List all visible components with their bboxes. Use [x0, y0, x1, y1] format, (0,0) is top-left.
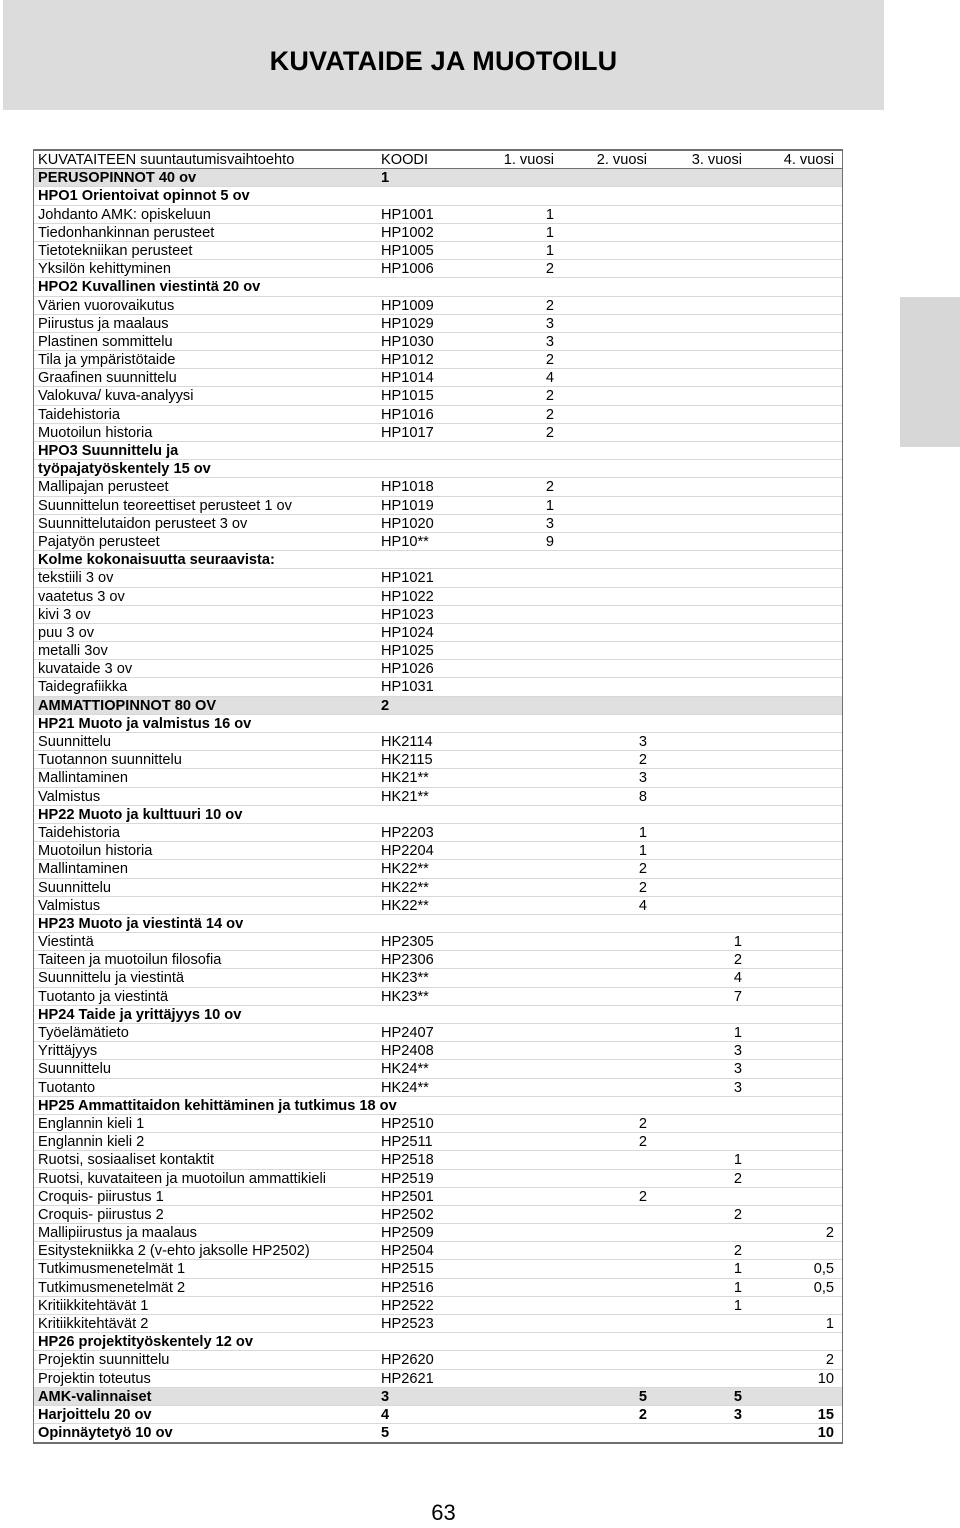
course-name: Harjoittelu 20 ov — [38, 1406, 152, 1423]
course-name: kivi 3 ov — [38, 606, 91, 623]
course-code: HP1031 — [381, 679, 434, 696]
credits-year-1: 2 — [545, 297, 554, 314]
course-code: HP2518 — [381, 1152, 434, 1169]
table-row — [34, 315, 842, 333]
credits-year-4: 2 — [825, 1352, 834, 1369]
course-code: HP1016 — [381, 406, 434, 423]
course-name: AMMATTIOPINNOT 80 OV — [38, 697, 217, 714]
table-row — [34, 1024, 842, 1042]
course-name: Tiedonhankinnan perusteet — [38, 224, 215, 241]
course-code: HK2115 — [381, 752, 433, 769]
course-name: Tuotannon suunnittelu — [38, 752, 182, 769]
table-row — [34, 860, 842, 878]
course-code: HK22** — [381, 879, 429, 896]
section-row — [34, 1424, 842, 1442]
table-row — [34, 569, 842, 587]
course-name: Mallipajan perusteet — [38, 479, 169, 496]
course-name: Croquis- piirustus 1 — [38, 1188, 164, 1205]
table-row — [34, 478, 842, 496]
credits-year-1: 1 — [545, 497, 554, 514]
course-name: Mallipiirustus ja maalaus — [38, 1225, 197, 1242]
section-row — [34, 1406, 842, 1424]
table-row — [34, 1079, 842, 1097]
course-name: kuvataide 3 ov — [38, 661, 133, 678]
credits-year-1: 2 — [545, 388, 554, 405]
course-name: metalli 3ov — [38, 643, 108, 660]
credits-year-4: 1 — [825, 1316, 834, 1332]
course-name: Esitystekniikka 2 (v-ehto jaksolle HP2502) — [38, 1243, 310, 1260]
credits-year-3: 5 — [733, 1388, 742, 1405]
credits-year-1: 2 — [545, 424, 554, 441]
table-row — [34, 988, 842, 1006]
course-name: Tila ja ympäristötaide — [38, 352, 176, 369]
header-track: KUVATAITEEN suuntautumisvaihtoehto — [38, 152, 295, 168]
table-row — [34, 1351, 842, 1369]
credits-year-4: 0,5 — [813, 1261, 834, 1278]
credits-year-3: 3 — [733, 1406, 742, 1423]
table-row — [34, 769, 842, 787]
course-code: HP1029 — [381, 315, 434, 332]
section-row — [34, 278, 842, 296]
course-name: HPO2 Kuvallinen viestintä 20 ov — [38, 279, 261, 296]
course-code: HK23** — [381, 970, 429, 987]
credits-year-3: 2 — [733, 952, 742, 969]
table-row — [34, 351, 842, 369]
course-code: 2 — [381, 697, 390, 714]
credits-year-3: 1 — [733, 1152, 742, 1169]
course-name: HP22 Muoto ja kulttuuri 10 ov — [38, 806, 243, 823]
course-name: Suunnittelu — [38, 734, 112, 750]
table-row — [34, 933, 842, 951]
course-name: Englannin kieli 2 — [38, 1134, 145, 1151]
course-name: Tietotekniikan perusteet — [38, 242, 193, 259]
credits-year-1: 2 — [545, 406, 554, 423]
course-name: Ruotsi, sosiaaliset kontaktit — [38, 1152, 215, 1169]
credits-year-2: 2 — [638, 879, 647, 896]
course-name: HP24 Taide ja yrittäjyys 10 ov — [38, 1006, 242, 1023]
course-code: HP1020 — [381, 515, 434, 532]
table-row — [34, 624, 842, 642]
table-row — [34, 751, 842, 769]
course-code: HP1019 — [381, 497, 434, 514]
table-row — [34, 951, 842, 969]
section-row — [34, 1097, 842, 1115]
credits-year-1: 1 — [545, 242, 554, 259]
credits-year-3: 3 — [733, 1061, 742, 1078]
course-code: HP1030 — [381, 333, 434, 350]
course-code: HP2516 — [381, 1279, 434, 1296]
course-code: HP1014 — [381, 370, 434, 387]
section-row — [34, 551, 842, 569]
course-name: Tuotanto — [38, 1079, 96, 1096]
credits-year-4: 10 — [817, 1425, 834, 1442]
course-name: Valokuva/ kuva-analyysi — [38, 388, 194, 405]
course-code: HP1018 — [381, 479, 434, 496]
credits-year-3: 2 — [733, 1206, 742, 1223]
course-name: Taiteen ja muotoilun filosofia — [38, 952, 222, 969]
course-name: Suunnittelutaidon perusteet 3 ov — [38, 515, 248, 532]
credits-year-3: 3 — [733, 1043, 742, 1060]
credits-year-2: 2 — [638, 1188, 647, 1205]
course-name: Ruotsi, kuvataiteen ja muotoilun ammattikieli — [38, 1170, 326, 1187]
course-code: HP1024 — [381, 624, 434, 641]
credits-year-1: 1 — [545, 206, 554, 223]
table-row — [34, 842, 842, 860]
course-name: Muotoilun historia — [38, 424, 153, 441]
course-name: Suunnittelu ja viestintä — [38, 970, 185, 987]
credits-year-1: 3 — [545, 515, 554, 532]
credits-year-2: 2 — [638, 861, 647, 878]
credits-year-3: 7 — [733, 988, 742, 1005]
table-row — [34, 533, 842, 551]
table-row — [34, 1170, 842, 1188]
table-row — [34, 606, 842, 624]
credits-year-1: 9 — [545, 533, 554, 550]
course-code: HP1005 — [381, 242, 434, 259]
table-row — [34, 588, 842, 606]
credits-year-1: 2 — [545, 261, 554, 278]
course-code: HK21** — [381, 770, 429, 787]
credits-year-4: 15 — [817, 1406, 834, 1423]
course-name: Mallintaminen — [38, 770, 129, 787]
course-code: HP2620 — [381, 1352, 434, 1369]
course-code: HP2522 — [381, 1297, 434, 1314]
course-name: Kritiikkitehtävät 1 — [38, 1297, 149, 1314]
table-row — [34, 1042, 842, 1060]
credits-year-1: 4 — [545, 370, 554, 387]
course-code: HP1023 — [381, 606, 434, 623]
course-code: HP1009 — [381, 297, 434, 314]
section-row — [34, 442, 842, 460]
course-code: HK22** — [381, 861, 429, 878]
table-header-row — [34, 151, 842, 169]
section-row — [34, 806, 842, 824]
course-code: HP2501 — [381, 1188, 434, 1205]
course-code: HP2519 — [381, 1170, 434, 1187]
table-row — [34, 1315, 842, 1333]
course-code: 1 — [381, 170, 390, 187]
course-name: HP25 Ammattitaidon kehittäminen ja tutkimus 18 ov — [38, 1097, 397, 1114]
course-name: Piirustus ja maalaus — [38, 315, 169, 332]
header-year-1: 1. vuosi — [503, 152, 554, 168]
course-code: HP2306 — [381, 952, 434, 969]
course-name: Projektin suunnittelu — [38, 1352, 170, 1369]
credits-year-2: 3 — [638, 770, 647, 787]
table-row — [34, 1224, 842, 1242]
course-name: puu 3 ov — [38, 624, 94, 641]
course-code: HK24** — [381, 1079, 429, 1096]
course-code: HK2114 — [381, 734, 433, 750]
course-code: HP2509 — [381, 1225, 434, 1242]
course-name: Valmistus — [38, 788, 101, 805]
course-name: työpajatyöskentely 15 ov — [38, 461, 211, 478]
table-row — [34, 897, 842, 915]
table-row — [34, 788, 842, 806]
course-name: Mallintaminen — [38, 861, 129, 878]
credits-year-2: 3 — [638, 734, 647, 750]
course-name: Tutkimusmenetelmät 1 — [38, 1261, 186, 1278]
course-code: HP2515 — [381, 1261, 434, 1278]
page-title: KUVATAIDE JA MUOTOILU — [269, 46, 618, 76]
table-row — [34, 1060, 842, 1078]
table-row — [34, 387, 842, 405]
credits-year-2: 1 — [638, 824, 647, 841]
course-name: Opinnäytetyö 10 ov — [38, 1425, 173, 1442]
table-row — [34, 424, 842, 442]
course-code: HP2305 — [381, 934, 434, 951]
course-name: HP26 projektityöskentely 12 ov — [38, 1334, 253, 1351]
course-name: Plastinen sommittelu — [38, 333, 173, 350]
table-row — [34, 406, 842, 424]
course-name: Viestintä — [38, 934, 94, 951]
table-row — [34, 1151, 842, 1169]
credits-year-2: 2 — [638, 1134, 647, 1151]
course-code: HP1025 — [381, 643, 434, 660]
credits-year-1: 1 — [545, 224, 554, 241]
course-code: HK21** — [381, 788, 429, 805]
credits-year-2: 2 — [638, 1406, 647, 1423]
credits-year-3: 3 — [733, 1079, 742, 1096]
curriculum-table — [33, 149, 843, 1444]
credits-year-3: 1 — [733, 1297, 742, 1314]
course-code: HP10** — [381, 533, 429, 550]
course-name: vaatetus 3 ov — [38, 588, 125, 605]
course-name: Tutkimusmenetelmät 2 — [38, 1279, 186, 1296]
table-row — [34, 678, 842, 696]
section-row — [34, 715, 842, 733]
course-name: tekstiili 3 ov — [38, 570, 114, 587]
table-row — [34, 879, 842, 897]
credits-year-2: 4 — [638, 897, 647, 914]
course-name: Johdanto AMK: opiskeluun — [38, 206, 211, 223]
table-row — [34, 969, 842, 987]
side-tab-marker — [900, 297, 960, 447]
course-name: HP23 Muoto ja viestintä 14 ov — [38, 915, 244, 932]
course-code: HP1015 — [381, 388, 434, 405]
header-year-2: 2. vuosi — [596, 152, 647, 168]
course-name: Suunnittelu — [38, 879, 112, 896]
table-row — [34, 260, 842, 278]
table-row — [34, 1279, 842, 1297]
credits-year-3: 1 — [733, 1025, 742, 1041]
section-row — [34, 697, 842, 715]
course-name: Taidehistoria — [38, 406, 120, 423]
table-row — [34, 206, 842, 224]
table-row — [34, 297, 842, 315]
section-row — [34, 460, 842, 478]
table-row — [34, 1370, 842, 1388]
course-name: HPO3 Suunnittelu ja — [38, 443, 179, 459]
section-row — [34, 1333, 842, 1351]
course-name: PERUSOPINNOT 40 ov — [38, 170, 197, 187]
course-code: HP1026 — [381, 661, 434, 678]
section-row — [34, 1388, 842, 1406]
course-code: HP1021 — [381, 570, 434, 587]
course-code: HP2502 — [381, 1206, 434, 1223]
credits-year-1: 2 — [545, 479, 554, 496]
credits-year-1: 3 — [545, 315, 554, 332]
course-name: Pajatyön perusteet — [38, 533, 160, 550]
table-row — [34, 824, 842, 842]
course-code: HP2204 — [381, 843, 434, 860]
table-body — [34, 169, 842, 1442]
course-name: Englannin kieli 1 — [38, 1115, 145, 1132]
credits-year-4: 2 — [825, 1225, 834, 1242]
table-row — [34, 369, 842, 387]
credits-year-3: 2 — [733, 1243, 742, 1260]
course-code: 5 — [381, 1425, 390, 1442]
course-code: HP2510 — [381, 1115, 434, 1132]
credits-year-2: 5 — [638, 1388, 647, 1405]
header-year-3: 3. vuosi — [691, 152, 742, 168]
course-name: Croquis- piirustus 2 — [38, 1206, 164, 1223]
table-row — [34, 1242, 842, 1260]
course-code: HP2408 — [381, 1043, 434, 1060]
header-code: KOODI — [381, 152, 429, 168]
course-code: HP2203 — [381, 824, 434, 841]
table-row — [34, 1115, 842, 1133]
section-row — [34, 1006, 842, 1024]
section-row — [34, 915, 842, 933]
course-code: HK24** — [381, 1061, 429, 1078]
table-row — [34, 1297, 842, 1315]
credits-year-2: 1 — [638, 843, 647, 860]
table-row — [34, 660, 842, 678]
course-name: Työelämätieto — [38, 1025, 129, 1041]
credits-year-1: 2 — [545, 352, 554, 369]
course-code: HP1012 — [381, 352, 434, 369]
course-name: Yksilön kehittyminen — [38, 261, 172, 278]
course-name: Taidehistoria — [38, 824, 120, 841]
course-name: Tuotanto ja viestintä — [38, 988, 169, 1005]
course-code: HK23** — [381, 988, 429, 1005]
table-row — [34, 497, 842, 515]
course-code: HP1022 — [381, 588, 434, 605]
course-name: Kolme kokonaisuutta seuraavista: — [38, 552, 275, 569]
credits-year-3: 1 — [733, 1261, 742, 1278]
course-code: HP2511 — [381, 1134, 433, 1151]
course-name: Suunnittelun teoreettiset perusteet 1 ov — [38, 497, 292, 514]
table-row — [34, 642, 842, 660]
credits-year-1: 3 — [545, 333, 554, 350]
section-row — [34, 169, 842, 187]
credits-year-3: 1 — [733, 934, 742, 951]
course-code: HP1006 — [381, 261, 434, 278]
course-code: HP2621 — [381, 1370, 434, 1387]
credits-year-2: 2 — [638, 1115, 647, 1132]
table-row — [34, 1188, 842, 1206]
credits-year-3: 4 — [733, 970, 742, 987]
course-name: HPO1 Orientoivat opinnot 5 ov — [38, 188, 250, 205]
course-code: HP2504 — [381, 1243, 434, 1260]
course-code: HP1017 — [381, 424, 434, 441]
table-row — [34, 333, 842, 351]
course-name: Valmistus — [38, 897, 101, 914]
course-name: Suunnittelu — [38, 1061, 112, 1078]
course-name: Graafinen suunnittelu — [38, 370, 177, 387]
header-year-4: 4. vuosi — [783, 152, 834, 168]
table-row — [34, 242, 842, 260]
course-code: 4 — [381, 1406, 390, 1423]
course-name: Värien vuorovaikutus — [38, 297, 175, 314]
course-code: HP2407 — [381, 1025, 434, 1041]
section-row — [34, 187, 842, 205]
course-name: Kritiikkitehtävät 2 — [38, 1316, 149, 1332]
course-name: HP21 Muoto ja valmistus 16 ov — [38, 715, 252, 732]
table-row — [34, 1133, 842, 1151]
credits-year-3: 1 — [733, 1279, 742, 1296]
course-name: Muotoilun historia — [38, 843, 153, 860]
page-number: 63 — [431, 1500, 456, 1525]
credits-year-4: 10 — [817, 1370, 834, 1387]
course-code: HP1001 — [381, 206, 434, 223]
credits-year-2: 8 — [638, 788, 647, 805]
course-name: AMK-valinnaiset — [38, 1388, 152, 1405]
course-name: Yrittäjyys — [38, 1043, 98, 1060]
course-name: Taidegrafiikka — [38, 679, 128, 696]
credits-year-2: 2 — [638, 752, 647, 769]
table-row — [34, 224, 842, 242]
course-code: HP1002 — [381, 224, 434, 241]
table-row — [34, 1260, 842, 1278]
table-row — [34, 515, 842, 533]
table-row — [34, 1206, 842, 1224]
course-code: HK22** — [381, 897, 429, 914]
course-code: HP2523 — [381, 1316, 434, 1332]
course-code: 3 — [381, 1388, 390, 1405]
credits-year-4: 0,5 — [813, 1279, 834, 1296]
credits-year-3: 2 — [733, 1170, 742, 1187]
course-name: Projektin toteutus — [38, 1370, 151, 1387]
table-row — [34, 733, 842, 751]
